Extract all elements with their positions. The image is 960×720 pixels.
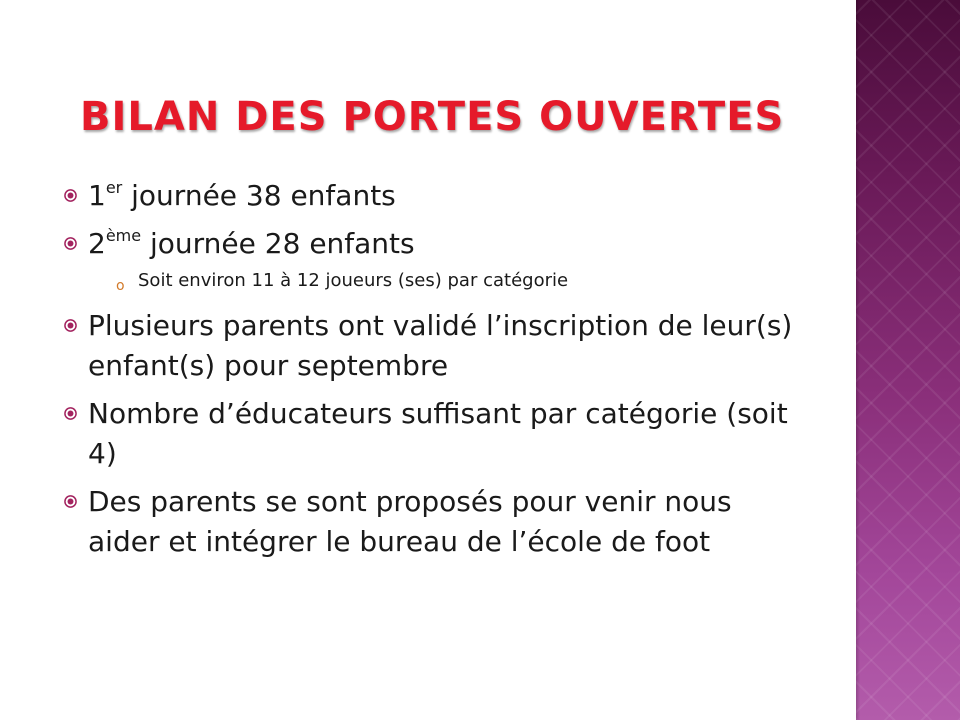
- small-circle-bullet-icon: o: [116, 278, 125, 294]
- bullet-text: Des parents se sont proposés pour venir nous aider et intégrer le bureau de l’école de foot: [88, 485, 732, 558]
- side-panel-shadow: [856, 0, 860, 720]
- bullet-first-day: [60, 176, 810, 216]
- bullet-text: journée 28 enfants: [141, 227, 415, 260]
- bullet-parents-volunteer: [60, 482, 810, 562]
- bullet-number: 2: [88, 227, 106, 260]
- sub-bullet-players-per-category: [60, 268, 810, 294]
- bullet-number: 1: [88, 179, 106, 212]
- bullet-list: [60, 176, 810, 570]
- bullet-superscript: er: [105, 178, 123, 197]
- bullet-superscript: ème: [105, 226, 142, 245]
- bullet-text: Plusieurs parents ont validé l’inscription de leur(s) enfant(s) pour septembre: [88, 309, 793, 382]
- circled-dot-bullet-icon: [64, 237, 77, 250]
- circled-dot-bullet-icon: [64, 407, 77, 420]
- slide-title: BILAN DES PORTES OUVERTES: [80, 94, 785, 140]
- sub-bullet-text: Soit environ 11 à 12 joueurs (ses) par catégorie: [138, 270, 569, 291]
- bullet-educators: [60, 394, 810, 474]
- bullet-parents-registration: [60, 306, 810, 386]
- bullet-text: journée 38 enfants: [122, 179, 396, 212]
- bullet-text: Nombre d’éducateurs suffisant par catégorie (soit 4): [88, 397, 788, 470]
- circled-dot-bullet-icon: [64, 189, 77, 202]
- decorative-side-panel: [856, 0, 960, 720]
- bullet-second-day: [60, 224, 810, 264]
- circled-dot-bullet-icon: [64, 319, 77, 332]
- circled-dot-bullet-icon: [64, 495, 77, 508]
